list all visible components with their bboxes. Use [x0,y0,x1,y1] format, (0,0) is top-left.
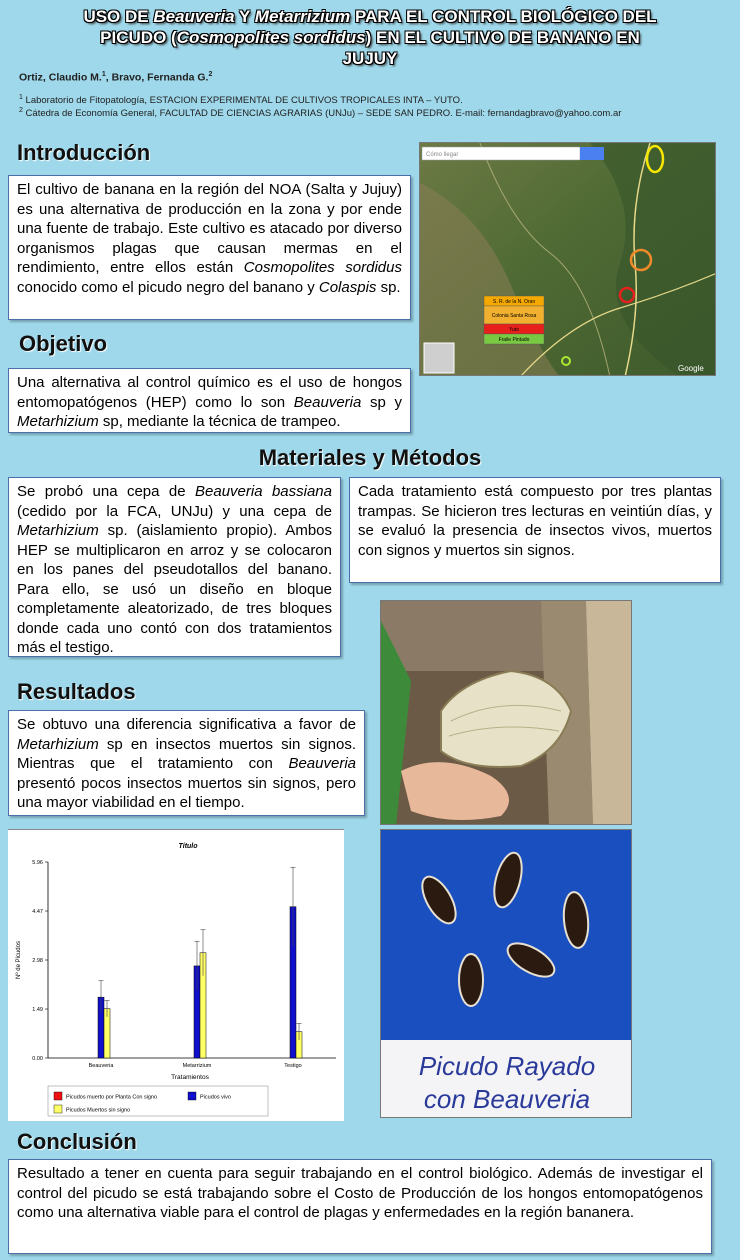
weevils-illustration [381,830,632,1118]
poster-title [30,6,710,69]
authors: Ortiz, Claudio M.$^1$, Bravo, Fernanda G.$^2$ [19,71,213,84]
x-tick-label: Metarrizium [182,1063,212,1069]
photo-caption-line1: Picudo Rayado [418,1051,596,1081]
materiales-right-box: Cada tratamiento está compuesto por tres plantas trampas. Se hicieron tres lecturas en veintiún días, y se evaluó la presencia de insectos vivos, muertos con signos y muertos sin signos. [349,477,721,583]
chart-legend [48,1086,268,1116]
y-tick-label: 0.00 [32,1056,43,1062]
results-chart [8,829,344,1121]
map-legend-label: Colonia Santa Rosa [491,313,537,319]
x-tick-label: Beauveria [88,1063,114,1069]
y-tick-label: 1.49 [32,1007,43,1013]
legend-swatch [188,1092,196,1100]
legend-label: Picudos Muertos sin signo [66,1107,131,1114]
y-tick-label: 5.96 [32,860,43,866]
map-legend-label: Yuto [508,327,520,333]
chart-svg [8,830,344,1121]
conclusion-heading: Conclusión [17,1129,137,1154]
banana-trap-photo [380,600,632,825]
objetivo-heading: Objetivo [19,331,108,356]
affiliation-1: $^1$ Laboratorio de Fitopatología, ESTACION EXPERIMENTAL DE CULTIVOS TROPICALES INTA – YUTO. [19,94,463,107]
map-image [419,142,716,376]
title-line-2: PICUDO (Cosmopolites sordidus) EN EL CULTIVO DE BANANO EN [100,28,640,47]
legend-swatch [54,1092,62,1100]
y-axis-label: Nº de Picudos [16,941,22,979]
map-legend-label: S. R. de la N. Oran [492,299,536,305]
map-legend-label: Fraile Pintado [498,337,530,343]
title-line-1: USO DE Beauveria Y Metarrizium PARA EL CONTROL BIOLÓGICO DEL [83,7,657,26]
map-legend [484,296,544,344]
intro-heading: Introducción [17,140,151,165]
x-tick-label: Testigo [284,1063,302,1069]
map-search-placeholder: Cómo llegar [426,152,459,158]
affiliation-2: $^2$ Cátedra de Economía General, FACULTAD DE CIENCIAS AGRARIAS (UNJu) – SEDE SAN PEDRO. E-mail: fernandagbravo@yahoo.com.ar [19,107,622,120]
materiales-left-box: Se probó una cepa de Beauveria bassiana (cedido por la FCA, UNJu) y una cepa de Metarhizium sp. (aislamiento propio). Ambos HEP se multiplicaron en arroz y se colocaron en los panes del pseudotallos del banano. Para ello, se usó un diseño en bloque completamente aleatorizado, de tres bloques donde cada uno contó con dos tratamientos más el testigo. [8,477,341,657]
y-tick-label: 2.98 [32,958,43,964]
y-tick-label: 4.47 [32,909,43,915]
photo-caption-line2: con Beauveria [423,1084,591,1114]
resultados-box: Se obtuvo una diferencia significativa a favor de Metarhizium sp en insectos muertos sin signos. Mientras que el tratamiento con Beauveria presentó pocos insectos muertos sin signos, pero una mayor viabilidad en el tiempo. [8,710,365,816]
legend-label: Picudos muerto por Planta Con signo [66,1094,158,1101]
chart-title: Título [178,843,198,850]
objetivo-box: Una alternativa al control químico es el uso de hongos entomopatógenos (HEP) como lo son Beauveria sp y Metarhizium sp, mediante la técnica de trampeo. [8,368,411,433]
intro-box: El cultivo de banana en la región del NOA (Salta y Jujuy) es una alternativa de producción en la zona y por ende una fuente de trabajo. Este cultivo es atacado por diverso organismos plagas que causan mermas en el rendimiento, entre ellos están Cosmopolites sordidus conocido como el picudo negro del banano y Colaspis sp. [8,175,411,320]
x-axis-label: Tratamientos [171,1074,209,1081]
conclusion-box: Resultado a tener en cuenta para seguir trabajando en el control biológico. Además de investigar el control del picudo se está trabajando sobre el Costo de Producción de los hongos entomopatógenos como una alternativa viable para el control de plagas y enfermedades en la región bananera. [8,1159,712,1254]
map-google-label: Google [678,364,704,373]
legend-swatch [54,1105,62,1113]
weevils-photo [380,829,632,1118]
materiales-heading: Materiales y Métodos [258,445,482,470]
resultados-heading: Resultados [17,679,136,704]
legend-label: Picudos vivo [200,1094,231,1101]
map-illustration [420,143,716,376]
title-line-3: JUJUY [342,49,398,68]
banana-trap-illustration [381,601,632,825]
